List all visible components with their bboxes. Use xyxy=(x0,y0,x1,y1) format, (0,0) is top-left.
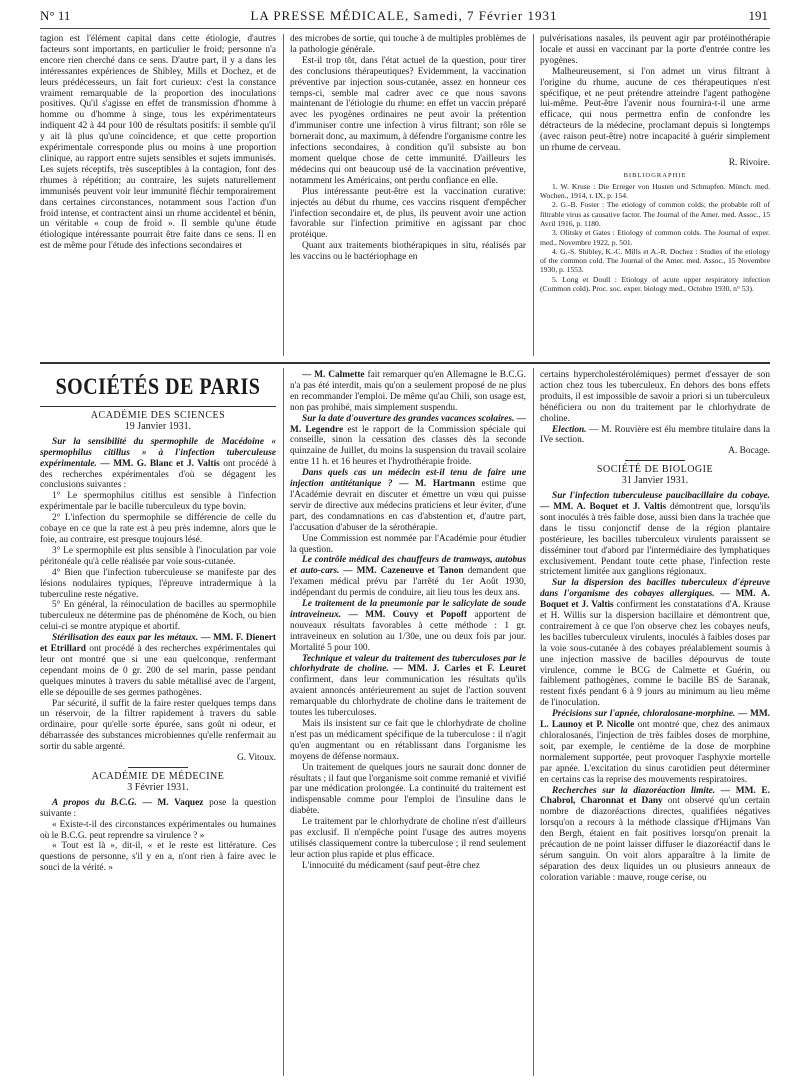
communication-title: Sur la date d'ouverture des grandes vacances scolaires. xyxy=(302,413,515,424)
column-divider xyxy=(533,34,534,356)
authors: — M. Vaquez xyxy=(136,797,204,808)
paragraph: Mais ils insistent sur ce fait que le chlorhydrate de choline n'est pas un médicament spécifique de la tuberculose : il n'agit qu'en augmentant ou en rétablissant dans l'organisme les moyens de défense normaux. xyxy=(290,719,526,762)
authors: — M. Hartmann xyxy=(392,479,475,490)
quotation: « Tout est là », dit-il, « et le reste est littérature. Ces questions de personne, s'il y en a, n'ont rien à faire avec le souci de la vérité. » xyxy=(40,841,276,874)
paragraph-text: ont montré que, chez des animaux chloralosanés, l'injection de très faibles doses de morphine, soit, par exemple, le centième de la dose de morphine normalement supportée, peut provoquer l'asphyxie mortelle par apnée. L'excitation du sinus carotidien peut déterminer en certains cas la reprise des mouvements respiratoires. xyxy=(540,720,771,785)
authors: — MM. F. Dienert et Etrillard xyxy=(40,633,276,655)
session-date: 3 Février 1931. xyxy=(127,781,189,793)
bottom-column-2 xyxy=(290,370,526,872)
column-divider xyxy=(283,368,284,1076)
bib-entry: 3. Olitsky et Gates : Etiology of common colds. The Journal of exper. med., Novembre 1922, p. 501. xyxy=(540,228,770,247)
issue-number: N° 11 xyxy=(40,8,71,23)
authors: — M. Legendre xyxy=(290,413,526,435)
paragraph-text: apportent de nouveaux résultats favorables à cette méthode : 1 gr. intraveineux en solution au 1/30e, une ou deux fois par jour. Mortalité 5 pour 100. xyxy=(290,609,526,653)
top-column-3 xyxy=(540,34,770,293)
paragraph: Le traitement par le chlorhydrate de choline n'est d'ailleurs pas exclusif. Il n'empêche point l'usage des autres moyens utilisés classiquement contre la tuberculose ; il rend seulement leur action plus rapide et plus efficace. xyxy=(290,817,526,860)
paragraph-text: ont procédé à des recherches expérimentales d'où se dégagent les conclusions suivantes : xyxy=(40,458,276,491)
section-title: SOCIÉTÉS DE PARIS xyxy=(55,374,261,400)
paragraph-text: confirment, dans leur communication les résultats qu'ils avaient annoncés antérieurement au sujet de l'action souvent remarquable du chlorhydrate de choline dans le traitement de toutes les tuberculoses. xyxy=(290,675,526,719)
bib-entry: 2. G.-B. Foster : The etiology of common colds; the probable roll of filtrable virus as causative factor. The Journal of the Amer. med. Assoc., 15 Avril 1916, p. 1180. xyxy=(540,200,770,228)
paragraph-text: démontrent que, lorsqu'ils sont inoculés à très faible dose, aussi bien dans la trachée que dans le tissu conjonctif dense de la région plantaire postérieure, les bacilles tuberculeux virulents paraissent se disséminer tout d'abord par l'intermédiaire des lymphatiques exclusivement. Pendant toute cette phase, l'infection reste strictement limitée aux ganglions régionaux. xyxy=(540,501,770,578)
paragraph: Plus intéressante peut-être est la vaccination curative: injectés au début du rhume, ces vaccins risquent d'empêcher l'infection secondaire et, de plus, ils peuvent avoir une action favorable sur l'infection primitive en agissant par choc protéique. xyxy=(290,186,526,241)
divider xyxy=(625,460,685,461)
paragraph: L'innocuité du médicament (sauf peut-être chez xyxy=(302,860,480,871)
authors: — MM. A. Boquet et J. Valtis xyxy=(540,501,667,512)
paragraph-text: confirment les constatations d'A. Krause et H. Willis sur la dispersion bacillaire et démontrent que, contrairement à ce que l'on observe chez les cobayes neufs, les bacilles tuberculeux virulents, inoculés à faibles doses par la voie sous-cutanée à des cobayes préalablement soumis à une injection massive de bacilles dépourvus de toute virulence, comme le BCG de Calmette et Guérin, ou faiblement pathogènes, comme le bacille BS de Saranak, restent fixés pendant 6 à 9 jours au minimum au lieu même de l'inoculation. xyxy=(540,600,770,709)
paragraph: Par sécurité, il suffit de la faire rester quelques temps dans un réservoir, de la filtrer rapidement à travers du sable ordinaire, pour qu'elle sorte épurée, sans goût ni odeur, et débarrassée des substances microbiennes qu'elle renfermait au sortir du sable argenté. xyxy=(40,698,276,753)
paragraph: Malheureusement, si l'on admet un virus filtrant à l'origine du rhume, aucune de ces thérapeutiques n'est spécifique, et ne peut prétendre atteindre l'agent pathogène lui-même. Peut-être l'avenir nous fournira-t-il une arme efficace, qui nous permettra enfin de confondre les détracteurs de la médecine, proclamant depuis si longtemps (avec raison peut-être) notre incapacité à guérir simplement un rhume de cerveau. xyxy=(540,66,770,154)
paragraph: certains hypercholestérolémiques) permet d'essayer de son action chez tous les tuberculeux. En dehors des bons effets produits, il est impossible de savoir a priori si un tuberculeux bénéficiera ou non du traitement par le chlorhydrate de choline. xyxy=(540,370,770,424)
communication-title: Sur la sensibilité du spermophile de Macédoine « spermophilus citillus » à l'infection tuberculeuse expérimentale. xyxy=(40,436,276,469)
communication-title: Recherches sur la diazoréaction limite. xyxy=(552,785,716,796)
communication-title: Dans quels cas un médecin est-il tenu de faire une injection antitétanique ? xyxy=(290,468,526,490)
paragraph-text: demandent que l'examen médical prévu par l'arrêté du 1er Août 1930, indépendant du permis de conduire, ait lieu tous les deux ans. xyxy=(290,566,526,599)
list-item: 5° En général, la réinoculation de bacilles au spermophile tuberculeux ne détermine pas de phénomène de Koch, ou bien celui-ci se montre atypique et abortif. xyxy=(40,600,276,633)
list-item: 4° Bien que l'infection tuberculeuse se manifeste par des lésions nodulaires typiques, l'épreuve intradermique à la tuberculine reste négative. xyxy=(40,567,276,600)
session-date: 31 Janvier 1931. xyxy=(621,475,689,487)
communication-title: A propos du B.C.G. xyxy=(52,797,137,808)
journal-title: LA PRESSE MÉDICALE, Samedi, 7 Février 1931 xyxy=(250,8,558,23)
communication-title: Précisions sur l'apnée, chloralosane-morphine. xyxy=(552,709,736,720)
divider xyxy=(128,767,188,768)
paragraph: Quant aux traitements biothérapiques in situ, réalisés par les vaccins ou le bactériophage en xyxy=(290,241,526,263)
paragraph-text: ont observé qu'un certain nombre de diazoréactions directes, qualifiées négatives lorsqu'on a recours à la méthode classique d'Hijmans Van den Bergh, étaient en fait positives lorsqu'on prenait la précaution de ne point laisser diffuser le diazoréactif dans le sérum sanguin. On voit alors apparaître à la limite de séparation des deux liquides un ou plusieurs anneaux de coloration variable : mauve, rouge cerise, ou xyxy=(540,796,770,883)
communication-title: Election. xyxy=(552,424,587,435)
top-column-1 xyxy=(40,34,276,252)
authors: — MM. A. Boquet et J. Valtis xyxy=(540,589,770,611)
communication-title: Sur la dispersion des bacilles tuberculeux d'épreuve dans l'organisme des cobayes allergiques. xyxy=(540,578,770,600)
author-signature: R. Rivoire. xyxy=(728,157,770,168)
bottom-column-3 xyxy=(540,370,770,884)
session-date: 19 Janvier 1931. xyxy=(124,420,192,432)
paragraph-text: est le rapport de la Commission spéciale qui conseille, sinon la cessation des classes dès la seconde quinzaine de Juillet, du moins la suspension du travail scolaire entre 11 h. et 16 heures et l'hydrothérapie froide. xyxy=(290,424,526,468)
top-column-2 xyxy=(290,34,526,263)
communication-title: Stérilisation des eaux par les métaux. xyxy=(52,633,199,644)
paragraph: Un traitement de quelques jours ne saurait donc donner de résultats ; il faut que l'organisme soit comme remanié et vivifié par une médication prolongée. La continuité du traitement est indispensable comme pour l'emploi de l'insuline dans le diabète. xyxy=(290,762,526,817)
authors: — MM. G. Blanc et J. Valtis xyxy=(96,458,220,469)
paragraph: tagion est l'élément capital dans cette étiologie, d'autres facteurs sont importants, en particulier le froid; personne n'a encore rien cherché dans ce sens. D'autre part, il y a dans les intéressantes expériences de Shibley, Mills et Dochez, et de leurs prédécesseurs, un fait fort curieux: c'est la constance vraiment remarquable de la proportion des inoculations positives. Qu'il s'agisse en effet de transmission d'homme à homme ou d'homme à singe, tous les expérimentateurs indiquent 42 à 44 pour 100 de résultats positifs: il semble qu'il y ait là plus qu'une coïncidence, et que cette proportion expérimentale corresponde plus ou moins à une proportion clinique, au rapport entre sujets sensibles et sujets immunisés. Les sujets réceptifs, très susceptibles à la contagion, font des rhumes à répétition; au contraire, les sujets naturellement immunisés peuvent voir leur immunité fléchir temporairement dans certaines circonstances, notamment sous l'action d'un froid intense, et contractent ainsi un rhume accidentel et bénin, un véritable « coup de froid ». Il semble qu'une étude étiologique intéressante pourrait être faite dans ce sens. Il en est de même pour l'étude des infections secondaires et xyxy=(40,34,276,252)
author-signature: A. Bocage. xyxy=(728,446,770,457)
authors: — M. Calmette xyxy=(302,370,365,380)
column-divider xyxy=(533,368,534,1076)
page-header xyxy=(40,6,768,26)
academy-heading: ACADÉMIE DES SCIENCES xyxy=(90,410,226,421)
communication-title: Sur l'infection tuberculeuse paucibacillaire du cobaye. xyxy=(552,491,770,502)
authors: — MM. Cazeneuve et Tanon xyxy=(339,566,464,577)
paragraph-text: ont procédé à des recherches expérimentales qui leur ont montré que si une eau quelconque, renfermant cependant moins de 0 gr. 200 de sel marin, passe pendant quelques minutes à travers du sable métallisé avec de l'argent, elle se dépouille de ses germes pathogènes. xyxy=(40,644,276,698)
column-divider xyxy=(283,34,284,356)
paragraph: Est-il trop tôt, dans l'état actuel de la question, pour tirer des conclusions thérapeutiques? Evidemment, la vaccination préventive par injection sous-cutanée, assez en honneur ces temps-ci, semble mal cadrer avec ce que nous savons maintenant de l'étiologie du rhume: en effet un vaccin préparé avec les pyogènes ordinaires ne peut avoir la prétention d'immuniser contre une infection à virus filtrant; son rôle se bornerait donc, au maximum, à défendre l'organisme contre les infections secondaires, à condition qu'il subsiste au bon moment quelque chose de cette immunité. D'ailleurs les médecins qui ont beaucoup usé de la vaccination préventive, notamment les Américains, ont perdu confiance en elle. xyxy=(290,55,526,186)
communication-title: Technique et valeur du traitement des tuberculoses par le chlorhydrate de choline. xyxy=(290,653,526,675)
authors: — MM. J. Carles et F. Leuret xyxy=(388,664,526,675)
quotation: « Existe-t-il des circonstances expérimentales ou humaines où le B.C.G. peut reprendre sa virulence ? » xyxy=(40,819,276,841)
author-signature: G. Vitoux. xyxy=(237,753,276,764)
paragraph: des microbes de sortie, qui touche à de multiples problèmes de la pathologie générale. xyxy=(290,34,526,55)
paragraph-text: pose la question suivante : xyxy=(40,797,277,819)
bottom-column-1 xyxy=(40,370,276,874)
academy-heading: ACADÉMIE DE MÉDECINE xyxy=(91,771,225,782)
paragraph-text: — M. Rouvière est élu membre titulaire dans la IVe section. xyxy=(540,424,770,446)
authors: — MM. L. Launoy et P. Nicolle xyxy=(540,709,771,731)
page-number: 191 xyxy=(748,8,768,23)
society-heading: SOCIÉTÉ DE BIOLOGIE xyxy=(596,464,714,476)
list-item: 3° Le spermophile est plus sensible à l'inoculation par voie péritonéale qu'à celle réalisée par voie sous-cutanée. xyxy=(40,545,276,567)
bib-entry: 1. W. Kruse : Die Erreger von Husten und Schnupfen. Münch. med. Wochen., 1914, t. IX, p. 154. xyxy=(540,181,770,201)
bib-entry: 4. G.-S. Shibley, K.-C. Mills et A.-R. Dochez : Studies of the etiology of the common cold. The Journal of the Amer. med. Assoc., 15 Novembre 1930, p. 1553. xyxy=(540,246,770,275)
bib-entry: 5. Long et Doull : Etiology of acute upper respiratory infection (Common cold). Proc. soc. exper. biology med., Octobre 1930, n° 53). xyxy=(540,274,770,294)
list-item: 2° L'infection du spermophile se différencie de celle du cobaye en ce que la rate est à peu près indemne, alors que le foie, au contraire, est presque toujours lésé. xyxy=(40,513,276,545)
header-rule xyxy=(40,28,770,29)
authors: — MM. Couvy et Popoff xyxy=(341,609,468,620)
paragraph: Une Commission est nommée par l'Académie pour étudier la question. xyxy=(290,533,526,555)
list-item: 1° Le spermophilus citillus est sensible à l'infection expérimentale par le bacille tuberculeux du type bovin. xyxy=(40,491,276,513)
bibliography xyxy=(540,182,770,294)
paragraph-text: estime que l'Académie devrait en discuter et émettre un vœu qui puisse servir de directive aux médecins praticiens et leur éviter, d'une part, des condamnations en cas d'abstention et, d'autre part, l'accusation d'abuser de la sérothérapie. xyxy=(290,479,526,533)
communication-title: Le contrôle médical des chauffeurs de tramways, autobus et auto-cars. xyxy=(290,555,526,577)
communication-title: Le traitement de la pneumonie par le salicylate de soude intraveineux. xyxy=(290,599,526,620)
divider xyxy=(40,406,276,407)
section-rule xyxy=(40,362,770,364)
paragraph-text: fait remarquer qu'en Allemagne le B.C.G. n'a pas été interdit, mais qu'on a seulement proposé de ne plus en recommander l'emploi. De même qu'au Chili, son usage est, non pas prohibé, mais simplement suspendu. xyxy=(290,370,526,413)
authors: — MM. E. Chabrol, Charonnat et Dany xyxy=(540,785,770,807)
bibliography-title: BIBLIOGRAPHIE xyxy=(623,171,687,179)
paragraph: pulvérisations nasales, ils peuvent agir par protéinothérapie locale et aussi en vaccinant par la porte d'entrée contre les pyogènes. xyxy=(540,34,770,66)
